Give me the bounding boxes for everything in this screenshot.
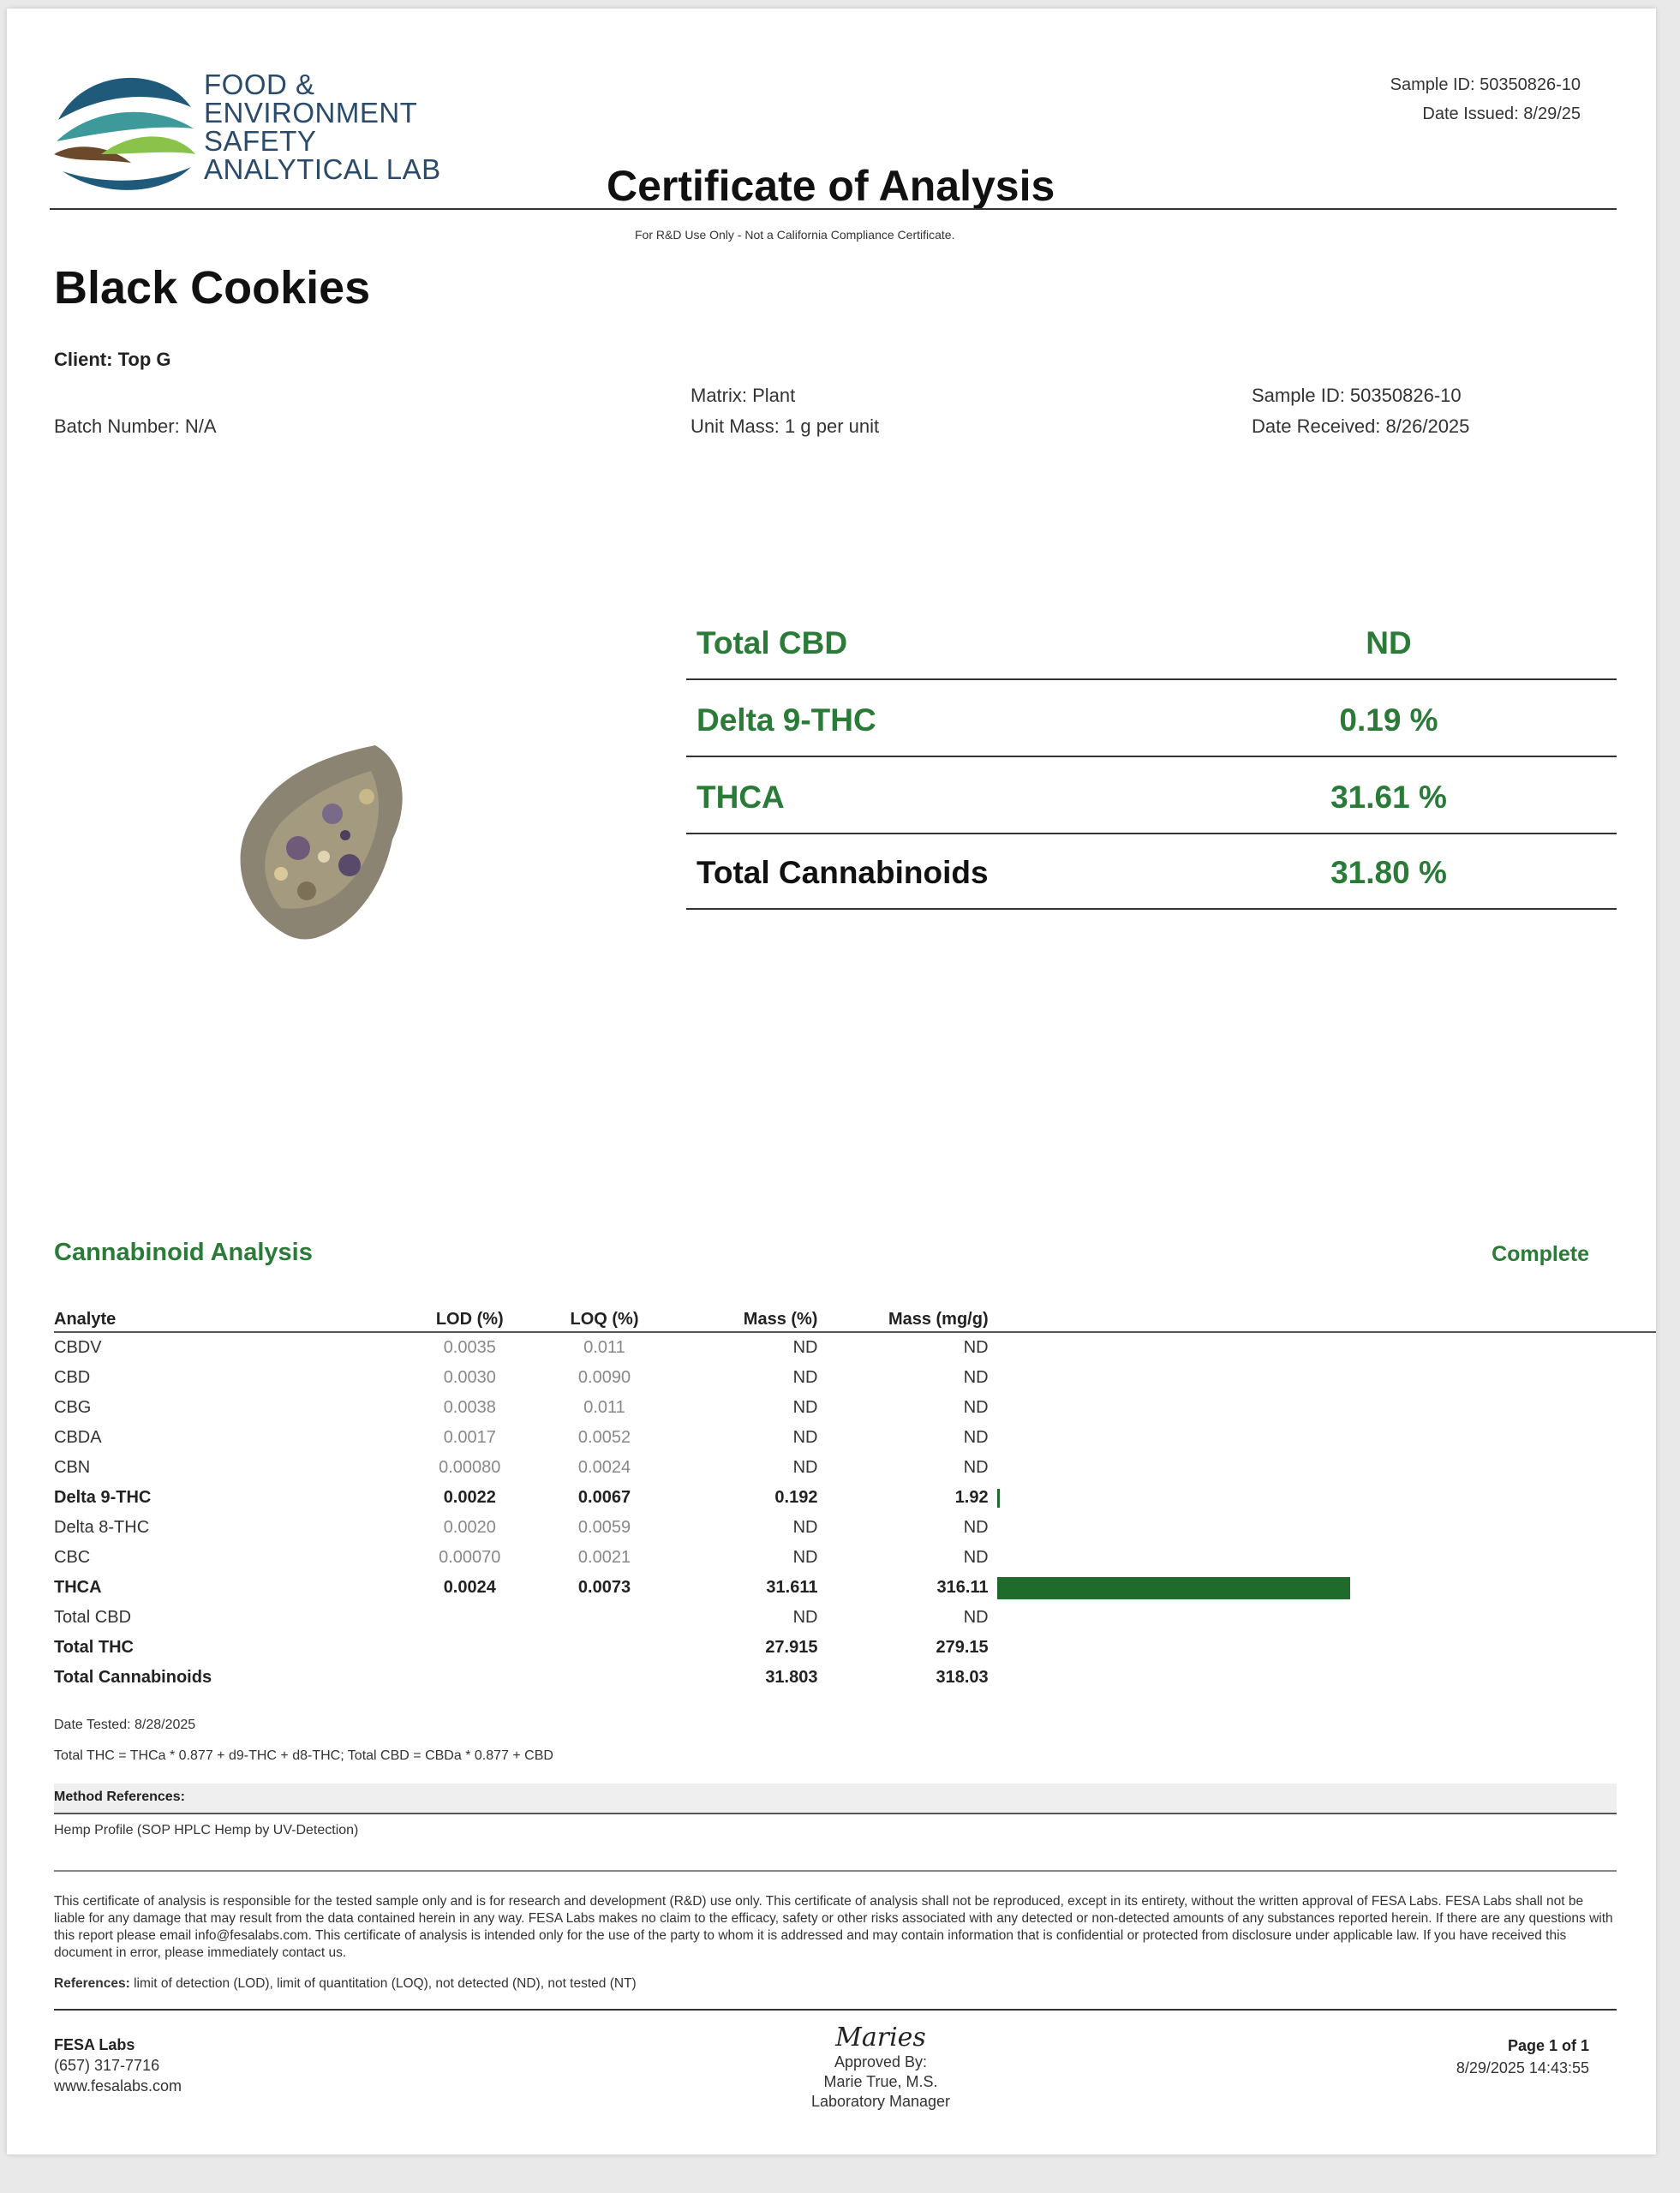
cell-mass-mg: 1.92: [954, 1488, 989, 1507]
logo-line: ENVIRONMENT: [204, 97, 418, 128]
cell-mass-mg: ND: [963, 1428, 989, 1447]
cell-lod: 0.0035: [443, 1338, 496, 1357]
header-divider: [50, 208, 1617, 210]
approver-title: Laboratory Manager: [810, 2093, 951, 2110]
logo-line: SAFETY: [204, 125, 317, 157]
footer-divider: [54, 2009, 1617, 2011]
cell-analyte: Delta 9-THC: [54, 1488, 152, 1507]
summary-label: Delta 9-THC: [697, 702, 876, 738]
cell-analyte: CBN: [54, 1458, 91, 1477]
summary-label: Total Cannabinoids: [697, 855, 989, 890]
product-image: [221, 737, 418, 951]
table-row: [54, 1393, 1656, 1423]
mass-bar: [997, 1489, 1000, 1508]
fesa-logo-icon: [50, 60, 200, 206]
logo-line: FOOD &: [204, 69, 315, 100]
date-tested: Date Tested: 8/28/2025: [54, 1718, 196, 1732]
cell-bar: [989, 1483, 1656, 1513]
summary-value: 0.19 %: [1339, 702, 1438, 738]
cell-analyte: CBD: [54, 1368, 91, 1387]
cell-mass-pct: 31.611: [766, 1578, 818, 1597]
table-row: [54, 1543, 1656, 1573]
cell-mass-mg: 316.11: [936, 1578, 989, 1597]
table-row: [54, 1603, 1656, 1633]
date-received: Date Received: 8/26/2025: [1252, 415, 1470, 437]
header-sample-id: Sample ID: 50350826-10: [1390, 75, 1581, 94]
table-header-row: [54, 1304, 1656, 1332]
table-row: [54, 1663, 1656, 1693]
cell-mass-pct: ND: [792, 1548, 818, 1567]
footer-approval: [761, 2023, 1001, 2112]
cell-analyte: Delta 8-THC: [54, 1518, 150, 1537]
summary-value: ND: [1366, 625, 1412, 660]
cell-lod: 0.0017: [443, 1428, 496, 1447]
cell-lod: [402, 1603, 537, 1633]
summary-row-thca: [686, 756, 1617, 834]
cell-loq: 0.0067: [577, 1488, 631, 1507]
cell-analyte: Total THC: [54, 1638, 134, 1657]
col-mass-pct: Mass (%): [743, 1310, 818, 1329]
references: [54, 1976, 637, 1992]
cell-lod: 0.0020: [443, 1518, 496, 1537]
summary-row-delta9-thc: [686, 678, 1617, 757]
analysis-table-body: [54, 1332, 1656, 1693]
cell-loq: 0.011: [583, 1338, 625, 1357]
cell-loq: [537, 1633, 672, 1663]
table-row: [54, 1363, 1656, 1393]
cell-analyte: THCA: [54, 1578, 102, 1597]
client-info: [54, 344, 171, 375]
sample-ids: [1252, 380, 1469, 442]
company-phone: (657) 317-7716: [54, 2057, 160, 2074]
matrix: Matrix: Plant: [691, 385, 796, 406]
cell-bar: [989, 1423, 1656, 1453]
cell-mass-pct: ND: [792, 1338, 818, 1357]
product-name: Black Cookies: [54, 262, 371, 314]
print-timestamp: 8/29/2025 14:43:55: [1456, 2059, 1589, 2076]
cell-analyte: CBC: [54, 1548, 91, 1567]
footer-company: [54, 2035, 182, 2096]
company-name: FESA Labs: [54, 2036, 135, 2053]
col-loq: LOQ (%): [570, 1310, 639, 1329]
logo-line: ANALYTICAL LAB: [204, 153, 441, 185]
table-row: [54, 1573, 1656, 1603]
cell-lod: [402, 1663, 537, 1693]
table-row: [54, 1423, 1656, 1453]
cell-lod: 0.0022: [443, 1488, 496, 1507]
col-lod: LOD (%): [435, 1310, 504, 1329]
cell-bar: [989, 1603, 1656, 1633]
table-row: [54, 1453, 1656, 1483]
method-references-bar: [54, 1784, 1617, 1814]
cell-lod: 0.00080: [439, 1458, 501, 1477]
method-label: Method References:: [54, 1790, 185, 1804]
company-website: www.fesalabs.com: [54, 2077, 182, 2094]
total-formula: Total THC = THCa * 0.877 + d9-THC + d8-THC; Total CBD = CBDa * 0.877 + CBD: [54, 1748, 553, 1763]
cell-loq: 0.0024: [577, 1458, 631, 1477]
summary-row-total-cannabinoids: [686, 831, 1617, 910]
analysis-title: Cannabinoid Analysis: [54, 1239, 313, 1266]
cell-analyte: CBG: [54, 1398, 92, 1417]
cell-bar: [989, 1663, 1656, 1693]
cell-loq: 0.0090: [577, 1368, 631, 1387]
cell-mass-mg: ND: [963, 1368, 989, 1387]
disclaimer-text: This certificate of analysis is responsible for the tested sample only and is for research and development (R&D) use only. This certificate of analysis shall not be reproduced, except in its entirety, without the written approval of FESA Labs. FESA Labs shall not be liable for any damage that may result from the data contained herein in any way. FESA Labs makes no claim to the efficacy, safety or other risks associated with any detected or non-detected amounts of any substances reported herein. If there are any questions with this report please email info@fesalabs.com. This certificate of analysis is intended only for the use of the party to whom it is addressed and may contain information that is confidential or protected from disclosure under applicable law. If you have received this document in error, please immediately contact us.: [54, 1894, 1613, 1960]
cell-loq: 0.0052: [577, 1428, 631, 1447]
cell-mass-mg: ND: [963, 1518, 989, 1537]
cell-loq: 0.0073: [577, 1578, 631, 1597]
cell-mass-pct: ND: [792, 1398, 818, 1417]
cell-mass-pct: ND: [792, 1428, 818, 1447]
sample-id: Sample ID: 50350826-10: [1252, 385, 1462, 406]
analysis-table: [54, 1304, 1656, 1693]
document-subtitle: For R&D Use Only - Not a California Compliance Certificate.: [635, 228, 955, 242]
cell-bar: [989, 1573, 1656, 1603]
sample-details: [691, 380, 879, 442]
cell-analyte: Total CBD: [54, 1608, 132, 1627]
cell-mass-pct: ND: [792, 1608, 818, 1627]
summary-value: 31.80 %: [1330, 855, 1447, 890]
references-text: limit of detection (LOD), limit of quantitation (LOQ), not detected (ND), not tested (NT): [134, 1976, 637, 1991]
table-row: [54, 1513, 1656, 1543]
cell-loq: [537, 1663, 672, 1693]
header-meta: [1390, 70, 1581, 128]
batch-number: Batch Number: N/A: [54, 415, 217, 437]
cell-mass-pct: 31.803: [765, 1668, 818, 1687]
cell-mass-mg: ND: [963, 1548, 989, 1567]
cell-bar: [989, 1393, 1656, 1423]
header-date-issued: Date Issued: 8/29/25: [1422, 105, 1581, 123]
summary-label: THCA: [697, 780, 785, 815]
mass-bar: [997, 1577, 1350, 1599]
cell-mass-pct: 0.192: [774, 1488, 818, 1507]
cell-loq: 0.0021: [577, 1548, 631, 1567]
certificate-page: [7, 9, 1656, 2154]
col-bar: [989, 1304, 1656, 1332]
table-row: [54, 1332, 1656, 1363]
client-value: Top G: [117, 349, 171, 370]
cell-analyte: CBDV: [54, 1338, 102, 1357]
table-row: [54, 1633, 1656, 1663]
cell-mass-pct: ND: [792, 1518, 818, 1537]
cell-bar: [989, 1633, 1656, 1663]
disclaimer-divider: [54, 1870, 1617, 1872]
cell-lod: [402, 1633, 537, 1663]
cell-lod: 0.0024: [443, 1578, 496, 1597]
cell-lod: 0.0038: [443, 1398, 496, 1417]
cell-analyte: Total Cannabinoids: [54, 1668, 212, 1687]
document-title: Certificate of Analysis: [607, 162, 1055, 210]
footer-page-info: [1456, 2035, 1589, 2079]
signature: Maries: [835, 2023, 926, 2053]
cell-bar: [989, 1453, 1656, 1483]
cell-mass-mg: ND: [963, 1608, 989, 1627]
cell-bar: [989, 1363, 1656, 1393]
col-mass-mg: Mass (mg/g): [888, 1310, 989, 1329]
cell-mass-pct: 27.915: [765, 1638, 818, 1657]
cell-lod: 0.00070: [439, 1548, 501, 1567]
cell-bar: [989, 1543, 1656, 1573]
client-label: Client:: [54, 349, 113, 370]
cell-bar: [989, 1513, 1656, 1543]
cell-loq: 0.0059: [577, 1518, 631, 1537]
cell-mass-mg: 318.03: [936, 1668, 989, 1687]
col-analyte: Analyte: [54, 1310, 117, 1329]
analysis-status: Complete: [1492, 1242, 1589, 1266]
cell-analyte: CBDA: [54, 1428, 102, 1447]
summary-label: Total CBD: [697, 625, 848, 660]
logo-wordmark: [204, 70, 441, 183]
approver-name: Marie True, M.S.: [823, 2073, 938, 2090]
cell-mass-mg: 279.15: [936, 1638, 989, 1657]
cell-mass-mg: ND: [963, 1458, 989, 1477]
references-label: References:: [54, 1976, 130, 1991]
cell-bar: [989, 1332, 1656, 1363]
summary-row-total-cbd: [686, 601, 1617, 680]
cell-lod: 0.0030: [443, 1368, 496, 1387]
cell-loq: [537, 1603, 672, 1633]
method-text: Hemp Profile (SOP HPLC Hemp by UV-Detection): [54, 1823, 359, 1837]
cell-mass-mg: ND: [963, 1338, 989, 1357]
approved-by-label: Approved By:: [834, 2053, 928, 2071]
cell-loq: 0.011: [583, 1398, 625, 1417]
cell-mass-mg: ND: [963, 1398, 989, 1417]
page-number: Page 1 of 1: [1507, 2037, 1589, 2054]
cell-mass-pct: ND: [792, 1458, 818, 1477]
summary-value: 31.61 %: [1330, 780, 1447, 815]
unit-mass: Unit Mass: 1 g per unit: [691, 415, 880, 437]
cell-mass-pct: ND: [792, 1368, 818, 1387]
table-row: [54, 1483, 1656, 1513]
